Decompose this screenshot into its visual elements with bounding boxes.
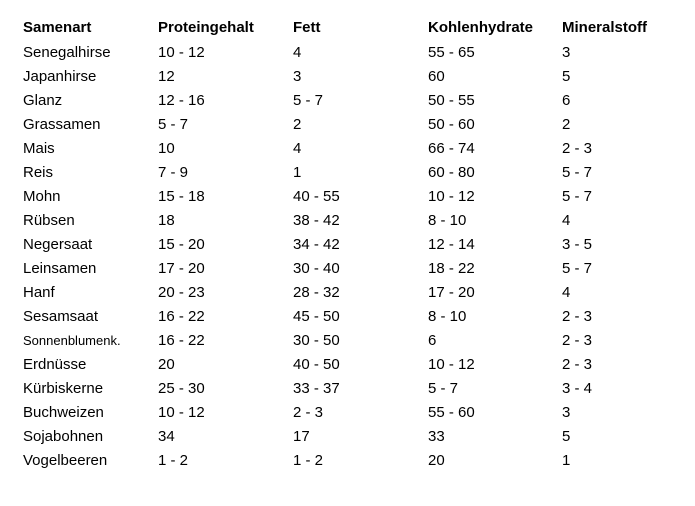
cell-seed: Hanf bbox=[23, 283, 55, 301]
cell-minerals: 3 - 4 bbox=[562, 379, 593, 397]
cell-minerals: 2 - 3 bbox=[562, 307, 593, 325]
cut-off-text-line bbox=[23, 0, 623, 3]
cell-minerals: 4 bbox=[562, 211, 571, 229]
table-row bbox=[17, 448, 666, 472]
cell-carbohydrates: 17 - 20 bbox=[428, 283, 475, 301]
cell-fat: 3 bbox=[293, 67, 302, 85]
cell-carbohydrates: 5 - 7 bbox=[428, 379, 459, 397]
cell-fat: 17 bbox=[293, 427, 310, 445]
cell-protein: 1 - 2 bbox=[158, 451, 189, 469]
cell-protein: 15 - 18 bbox=[158, 187, 205, 205]
table-row bbox=[17, 280, 666, 304]
cell-protein: 12 bbox=[158, 67, 175, 85]
cell-protein: 10 - 12 bbox=[158, 43, 205, 61]
cell-seed: Vogelbeeren bbox=[23, 451, 108, 469]
cell-fat: 30 - 50 bbox=[293, 331, 340, 349]
cell-carbohydrates: 8 - 10 bbox=[428, 307, 467, 325]
cell-fat: 45 - 50 bbox=[293, 307, 340, 325]
cell-seed: Kürbiskerne bbox=[23, 379, 104, 397]
cell-minerals: 5 - 7 bbox=[562, 163, 593, 181]
cell-minerals: 5 bbox=[562, 67, 571, 85]
cell-seed: Negersaat bbox=[23, 235, 93, 253]
cell-seed: Rübsen bbox=[23, 211, 75, 229]
cell-carbohydrates: 20 bbox=[428, 451, 445, 469]
table-row bbox=[17, 208, 666, 232]
cell-protein: 10 - 12 bbox=[158, 403, 205, 421]
cell-fat: 40 - 55 bbox=[293, 187, 340, 205]
cell-fat: 1 - 2 bbox=[293, 451, 324, 469]
table-row bbox=[17, 424, 666, 448]
table-row bbox=[17, 184, 666, 208]
cell-protein: 25 - 30 bbox=[158, 379, 205, 397]
cell-minerals: 3 - 5 bbox=[562, 235, 593, 253]
cell-carbohydrates: 60 - 80 bbox=[428, 163, 475, 181]
cell-fat: 30 - 40 bbox=[293, 259, 340, 277]
table-row bbox=[17, 256, 666, 280]
cell-fat: 38 - 42 bbox=[293, 211, 340, 229]
cell-fat: 1 bbox=[293, 163, 302, 181]
table-row bbox=[17, 304, 666, 328]
cell-seed: Mais bbox=[23, 139, 55, 157]
cell-protein: 5 - 7 bbox=[158, 115, 189, 133]
cell-carbohydrates: 50 - 60 bbox=[428, 115, 475, 133]
cell-protein: 12 - 16 bbox=[158, 91, 205, 109]
cell-seed: Senegalhirse bbox=[23, 43, 111, 61]
table-row bbox=[17, 376, 666, 400]
cell-seed: Glanz bbox=[23, 91, 63, 109]
cell-seed: Japanhirse bbox=[23, 67, 97, 85]
cell-carbohydrates: 10 - 12 bbox=[428, 355, 475, 373]
cell-seed: Sojabohnen bbox=[23, 427, 104, 445]
cell-fat: 5 - 7 bbox=[293, 91, 324, 109]
cell-protein: 10 bbox=[158, 139, 175, 157]
cell-seed: Sesamsaat bbox=[23, 307, 99, 325]
cell-protein: 20 bbox=[158, 355, 175, 373]
cell-minerals: 2 - 3 bbox=[562, 355, 593, 373]
table-row bbox=[17, 64, 666, 88]
cell-carbohydrates: 55 - 60 bbox=[428, 403, 475, 421]
table-row bbox=[17, 352, 666, 376]
header-minerals: Mineralstoff bbox=[562, 18, 648, 36]
table-row bbox=[17, 40, 666, 64]
table-row bbox=[17, 88, 666, 112]
cell-seed: Mohn bbox=[23, 187, 61, 205]
cell-carbohydrates: 33 bbox=[428, 427, 445, 445]
cell-protein: 16 - 22 bbox=[158, 307, 205, 325]
cell-minerals: 5 bbox=[562, 427, 571, 445]
cell-fat: 33 - 37 bbox=[293, 379, 340, 397]
cell-protein: 18 bbox=[158, 211, 175, 229]
cell-minerals: 6 bbox=[562, 91, 571, 109]
seed-nutrition-table bbox=[17, 14, 666, 472]
cell-seed: Erdnüsse bbox=[23, 355, 87, 373]
table-row bbox=[17, 328, 666, 352]
cell-protein: 16 - 22 bbox=[158, 331, 205, 349]
header-carbohydrates: Kohlenhydrate bbox=[428, 18, 534, 36]
table-row bbox=[17, 232, 666, 256]
cell-seed: Sonnenblumenk. bbox=[23, 332, 121, 348]
table-row bbox=[17, 136, 666, 160]
cell-protein: 15 - 20 bbox=[158, 235, 205, 253]
cell-carbohydrates: 50 - 55 bbox=[428, 91, 475, 109]
cell-minerals: 3 bbox=[562, 43, 571, 61]
cell-carbohydrates: 55 - 65 bbox=[428, 43, 475, 61]
cell-protein: 17 - 20 bbox=[158, 259, 205, 277]
cell-minerals: 5 - 7 bbox=[562, 187, 593, 205]
cell-carbohydrates: 60 bbox=[428, 67, 445, 85]
cell-fat: 40 - 50 bbox=[293, 355, 340, 373]
table-row bbox=[17, 400, 666, 424]
cell-fat: 4 bbox=[293, 139, 302, 157]
cell-carbohydrates: 18 - 22 bbox=[428, 259, 475, 277]
cell-protein: 34 bbox=[158, 427, 175, 445]
cell-minerals: 2 - 3 bbox=[562, 331, 593, 349]
cell-carbohydrates: 12 - 14 bbox=[428, 235, 475, 253]
cell-seed: Buchweizen bbox=[23, 403, 104, 421]
cell-fat: 28 - 32 bbox=[293, 283, 340, 301]
cell-carbohydrates: 6 bbox=[428, 331, 437, 349]
header-protein: Proteingehalt bbox=[158, 18, 254, 36]
cell-seed: Reis bbox=[23, 163, 54, 181]
table-row bbox=[17, 160, 666, 184]
cell-carbohydrates: 8 - 10 bbox=[428, 211, 467, 229]
cell-minerals: 5 - 7 bbox=[562, 259, 593, 277]
cell-minerals: 3 bbox=[562, 403, 571, 421]
table-header-row bbox=[17, 14, 666, 40]
header-fat: Fett bbox=[293, 18, 321, 36]
cell-fat: 2 bbox=[293, 115, 302, 133]
cell-minerals: 1 bbox=[562, 451, 571, 469]
cell-seed: Grassamen bbox=[23, 115, 101, 133]
cell-seed: Leinsamen bbox=[23, 259, 97, 277]
cell-minerals: 4 bbox=[562, 283, 571, 301]
table-row bbox=[17, 112, 666, 136]
cell-fat: 4 bbox=[293, 43, 302, 61]
cell-carbohydrates: 66 - 74 bbox=[428, 139, 475, 157]
header-seed-type: Samenart bbox=[23, 18, 92, 36]
cell-minerals: 2 bbox=[562, 115, 571, 133]
cell-minerals: 2 - 3 bbox=[562, 139, 593, 157]
cell-carbohydrates: 10 - 12 bbox=[428, 187, 475, 205]
cell-fat: 34 - 42 bbox=[293, 235, 340, 253]
cell-fat: 2 - 3 bbox=[293, 403, 324, 421]
cell-protein: 20 - 23 bbox=[158, 283, 205, 301]
cell-protein: 7 - 9 bbox=[158, 163, 189, 181]
